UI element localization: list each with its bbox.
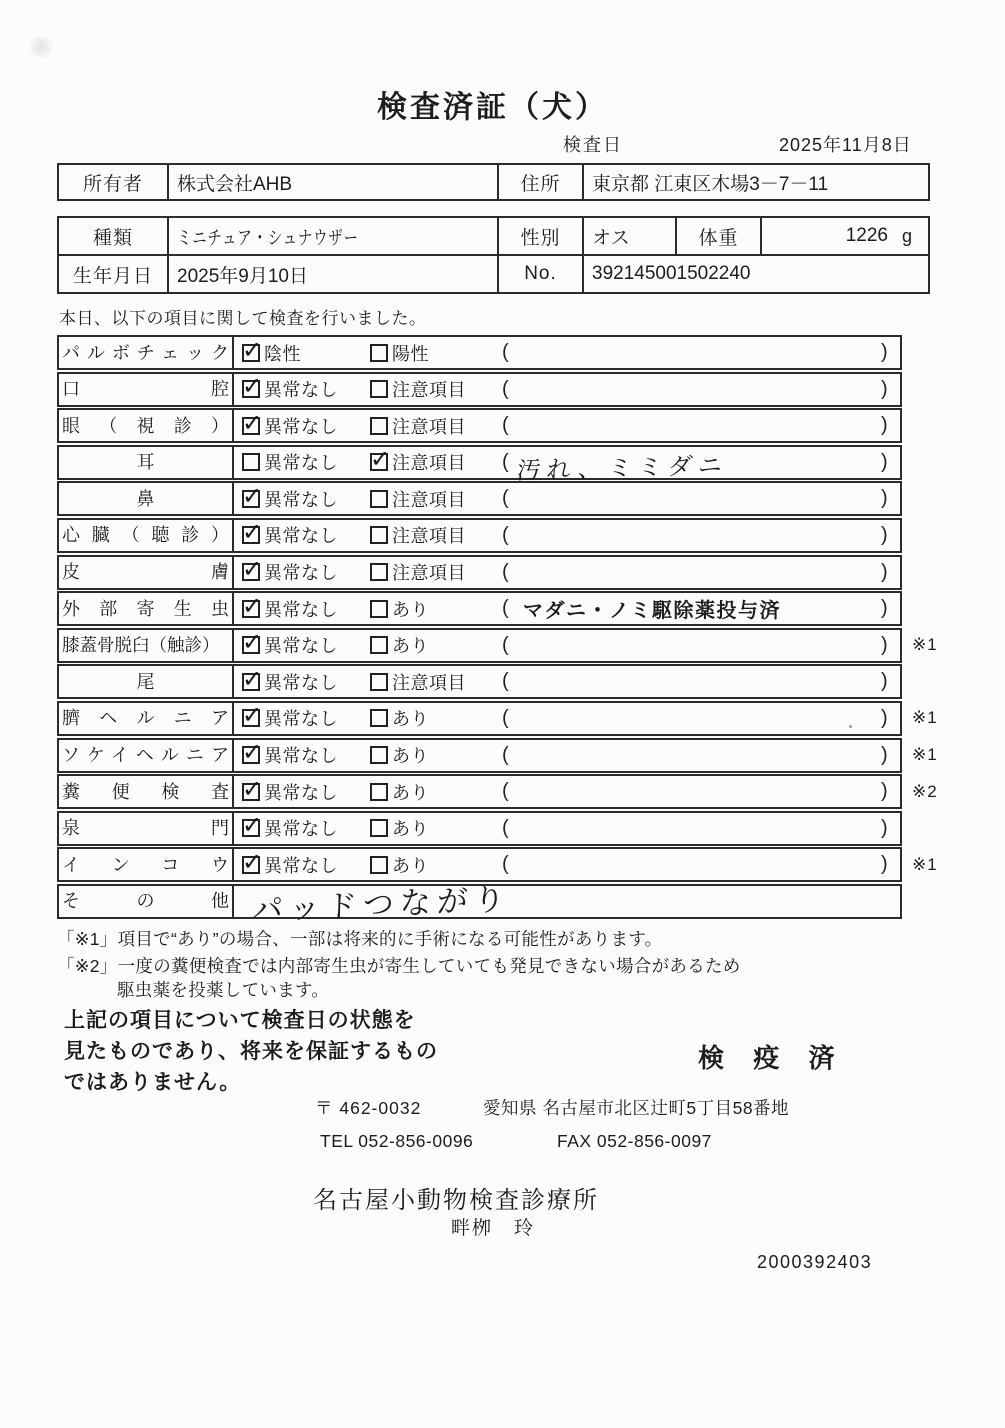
paren-close: ) (881, 597, 888, 620)
veterinarian-name: 畔栁 玲 (451, 1218, 536, 1239)
option2-checkbox-icon (370, 526, 388, 544)
checklist-rows (57, 335, 938, 882)
option1 (242, 374, 338, 405)
clinic-address: 愛知県 名古屋市北区辻町5丁目58番地 (483, 1098, 790, 1118)
option2 (370, 630, 429, 661)
intro-text: 本日、以下の項目に関して検査を行いました。 (59, 309, 427, 328)
option1 (242, 557, 338, 588)
footnote-2-line1: 「※2」一度の糞便検査では内部寄生虫が寄生していても発見できない場合があるため (57, 956, 741, 976)
option1-checkbox-icon (242, 600, 260, 618)
row-label-cell (59, 593, 234, 624)
row-label: パルボチェック (62, 342, 229, 363)
checklist-row (57, 701, 938, 736)
option1 (242, 849, 338, 880)
checklist-row (57, 335, 902, 370)
row-content (236, 849, 938, 880)
option1-label: 異常なし (264, 782, 338, 803)
option1-checkbox-icon (242, 490, 260, 508)
number-value: 392145001502240 (582, 256, 928, 292)
row-label: 膝蓋骨脱臼（触診） (62, 634, 220, 655)
row-content (236, 374, 900, 405)
checklist-row (57, 518, 902, 553)
paren-close: ) (881, 487, 888, 510)
option2 (370, 447, 466, 478)
disclaimer-statement (64, 1005, 438, 1098)
row-label-cell (59, 886, 234, 917)
option2-label: 注意項目 (392, 672, 466, 693)
row-label-cell (59, 666, 234, 697)
option1-checkbox-icon (242, 783, 260, 801)
row-label: 糞便検査 (62, 781, 229, 802)
option2 (370, 520, 466, 551)
row-label-cell (59, 740, 234, 771)
checklist-row (57, 445, 902, 485)
option1 (242, 447, 338, 478)
clinic-name: 名古屋小動物検査診療所 (313, 1187, 599, 1214)
paren-open: ( (502, 670, 509, 693)
option1-checkbox-icon (242, 709, 260, 727)
option2 (370, 593, 429, 624)
option1 (242, 740, 338, 771)
option2-checkbox-icon (370, 746, 388, 764)
option1 (242, 410, 338, 441)
paren-open: ( (502, 853, 509, 876)
row-content (236, 776, 938, 807)
document-code: 2000392403 (757, 1252, 873, 1272)
row-label: 泉門 (62, 818, 229, 839)
row-label: 耳 (136, 452, 155, 473)
option1-label: 異常なし (264, 380, 338, 401)
row-label: その他 (62, 891, 229, 912)
option1-checkbox-icon (242, 636, 260, 654)
paren-close: ) (881, 670, 888, 693)
paren-open: ( (502, 597, 509, 620)
paren-open: ( (502, 743, 509, 766)
option2-label: あり (392, 709, 429, 730)
row-content (236, 813, 900, 844)
row-content (236, 447, 900, 485)
row-ref: ※1 (912, 854, 938, 874)
option2 (370, 483, 466, 514)
paren-open: ( (502, 780, 509, 803)
option1 (242, 520, 338, 551)
option1-label: 異常なし (264, 819, 338, 840)
option2-label: あり (392, 636, 429, 657)
paren-close: ) (881, 780, 888, 803)
birthdate-label: 生年月日 (72, 265, 153, 287)
option2-checkbox-icon (370, 709, 388, 727)
option1-checkbox-icon (242, 819, 260, 837)
paren-open: ( (502, 523, 509, 546)
paren-close: ) (881, 706, 888, 729)
option2-checkbox-icon (370, 380, 388, 398)
paren-open: ( (502, 816, 509, 839)
disclaimer-line-1: 上記の項目について検査日の状態を (64, 1009, 416, 1032)
row-content (236, 483, 900, 514)
disclaimer-line-3: ではありません。 (64, 1071, 242, 1094)
address-label: 住所 (497, 165, 582, 199)
row-label-cell (59, 557, 234, 588)
option1-label: 異常なし (264, 746, 338, 767)
option2-label: あり (392, 819, 429, 840)
checklist-row (57, 555, 902, 590)
checklist (57, 335, 938, 928)
footnote-1: 「※1」項目で“あり”の場合、一部は将来的に手術になる可能性があります。 (57, 929, 663, 949)
row-label: 外部寄生虫 (62, 598, 229, 619)
option2-checkbox-icon (370, 819, 388, 837)
row-label: ソケイヘルニア (62, 745, 229, 766)
checklist-row (57, 774, 938, 809)
row-label-cell (59, 703, 234, 734)
owner-label: 所有者 (82, 173, 143, 195)
checklist-row (57, 372, 902, 407)
row-content (236, 410, 900, 441)
row-label-cell (59, 410, 234, 441)
option2 (370, 666, 466, 697)
row-content (236, 557, 900, 588)
paren-open: ( (502, 706, 509, 729)
option2-label: 注意項目 (392, 380, 466, 401)
option2-label: 注意項目 (392, 526, 466, 547)
breed-value: ミニチュア・シュナウザー (167, 218, 497, 254)
sex-label: 性別 (497, 218, 582, 254)
clinic-fax: FAX 052-856-0097 (557, 1131, 712, 1151)
row-label-cell (59, 447, 234, 478)
birthdate-value: 2025年9月10日 (167, 256, 497, 292)
option2-checkbox-icon (370, 636, 388, 654)
row-label: 口腔 (62, 379, 229, 400)
clinic-postal-code: 〒 462-0032 (315, 1098, 422, 1118)
scan-smudge-artifact (28, 36, 54, 58)
option1-label: 陰性 (264, 343, 301, 364)
inspection-date-value: 2025年11月8日 (779, 135, 912, 155)
option2 (370, 374, 466, 405)
row-label-cell (59, 630, 234, 661)
inspection-date-label: 検査日 (563, 135, 623, 155)
disclaimer-line-2: 見たものであり、将来を保証するもの (64, 1040, 438, 1063)
row-ref: ※1 (912, 635, 938, 655)
number-label: No. (497, 256, 582, 292)
option1 (242, 630, 338, 661)
option1-label: 異常なし (264, 709, 338, 730)
weight-value: 1226 (845, 225, 888, 246)
option2-checkbox-icon (370, 490, 388, 508)
paren-close: ) (881, 450, 888, 473)
paren-open: ( (502, 633, 509, 656)
paren-close: ) (881, 523, 888, 546)
option2 (370, 740, 429, 771)
option2-checkbox-icon (370, 673, 388, 691)
option2-label: 陽性 (392, 343, 429, 364)
paren-close: ) (881, 816, 888, 839)
row-label: 臍ヘルニア (62, 708, 229, 729)
option2 (370, 337, 429, 368)
option1-checkbox-icon (242, 526, 260, 544)
row-label-cell (59, 483, 234, 514)
row-ref: ※2 (912, 781, 938, 801)
paren-close: ) (881, 414, 888, 437)
paren-close: ) (881, 633, 888, 656)
option1-label: 異常なし (264, 672, 338, 693)
paren-open: ( (502, 487, 509, 510)
paren-open: ( (502, 377, 509, 400)
checklist-row (57, 628, 938, 663)
option2-checkbox-icon (370, 344, 388, 362)
page-title: 検査済証（犬） (377, 91, 608, 124)
row-label: インコウ (62, 854, 229, 875)
option1-label: 異常なし (264, 416, 338, 437)
option1-checkbox-icon (242, 563, 260, 581)
option1-checkbox-icon (242, 380, 260, 398)
other-handwritten-value: パッドつながり (251, 881, 512, 928)
weight-value-cell (760, 218, 928, 254)
option1-checkbox-icon (242, 856, 260, 874)
option2-label: あり (392, 746, 429, 767)
weight-label: 体重 (675, 218, 760, 254)
row-content (236, 881, 900, 928)
address-value: 東京都 江東区木場3－7－11 (582, 165, 928, 199)
option1-label: 異常なし (264, 453, 338, 474)
row-label-cell (59, 813, 234, 844)
option1-label: 異常なし (264, 489, 338, 510)
option2 (370, 813, 429, 844)
option2-label: 注意項目 (392, 563, 466, 584)
paren-open: ( (502, 450, 509, 473)
row-label: 皮膚 (62, 562, 229, 583)
paren-text: 汚れ、ミミダニ (515, 451, 730, 485)
paren-open: ( (502, 341, 509, 363)
option2-label: 注意項目 (392, 416, 466, 437)
option2-label: 注意項目 (392, 489, 466, 510)
row-content (236, 337, 900, 368)
paren-close: ) (881, 853, 888, 876)
option1-checkbox-icon (242, 417, 260, 435)
checklist-row (57, 811, 902, 846)
option1 (242, 666, 338, 697)
option2 (370, 849, 429, 880)
option1 (242, 337, 301, 368)
row-label: 眼（視診） (62, 415, 229, 436)
row-content (236, 740, 938, 771)
option2-checkbox-icon (370, 783, 388, 801)
option1 (242, 776, 338, 807)
option2-checkbox-icon (370, 600, 388, 618)
option2-label: 注意項目 (392, 453, 466, 474)
option2-checkbox-icon (370, 856, 388, 874)
option2-label: あり (392, 782, 429, 803)
row-label-cell (59, 337, 234, 368)
paren-close: ) (881, 377, 888, 400)
option2-checkbox-icon (370, 563, 388, 581)
weight-unit: g (901, 225, 912, 246)
quarantine-stamp: 検 疫 済 (698, 1043, 846, 1073)
row-label: 尾 (136, 671, 155, 692)
option2 (370, 776, 429, 807)
paren-open: ( (502, 560, 509, 583)
row-label: 鼻 (136, 488, 155, 509)
checklist-row (57, 408, 902, 443)
checklist-row-other (57, 881, 902, 928)
option1-label: 異常なし (264, 526, 338, 547)
option2-checkbox-icon (370, 453, 388, 471)
owner-value: 株式会社AHB (167, 165, 497, 199)
checklist-row (57, 664, 902, 699)
row-content (236, 703, 938, 734)
row-label-cell (59, 520, 234, 551)
clinic-tel: TEL 052-856-0096 (320, 1131, 474, 1151)
option1 (242, 483, 338, 514)
option1-checkbox-icon (242, 673, 260, 691)
row-label-cell (59, 776, 234, 807)
paren-text: マダニ・ノミ駆除薬投与済 (523, 600, 781, 623)
row-content (236, 630, 938, 661)
breed-label: 種類 (92, 227, 133, 249)
row-label-cell (59, 374, 234, 405)
row-ref: ※1 (912, 708, 938, 728)
checklist-row (57, 738, 938, 773)
owner-table (57, 163, 930, 201)
option1-label: 異常なし (264, 563, 338, 584)
option2 (370, 703, 429, 734)
row-ref: ※1 (912, 745, 938, 765)
footnote-2-line2: 駆虫薬を投薬しています。 (117, 980, 330, 1000)
option1-label: 異常なし (264, 855, 338, 876)
option1 (242, 813, 338, 844)
row-content (236, 520, 900, 551)
option2 (370, 410, 466, 441)
option1 (242, 593, 338, 624)
option2-label: あり (392, 599, 429, 620)
option1-label: 異常なし (264, 636, 338, 657)
paren-close: ) (881, 743, 888, 766)
checklist-row (57, 591, 902, 626)
paren-close: ) (881, 341, 888, 363)
checklist-row (57, 481, 902, 516)
sex-value: オス (582, 218, 675, 254)
option1-checkbox-icon (242, 746, 260, 764)
row-label-cell (59, 849, 234, 880)
row-content (236, 593, 900, 624)
animal-info-table (57, 216, 930, 294)
row-label: 心臓（聴診） (62, 525, 229, 546)
row-content (236, 666, 900, 697)
option1-checkbox-icon (242, 344, 260, 362)
option1 (242, 703, 338, 734)
option2-label: あり (392, 855, 429, 876)
option1-checkbox-icon (242, 453, 260, 471)
option2-checkbox-icon (370, 417, 388, 435)
option1-label: 異常なし (264, 599, 338, 620)
option2 (370, 557, 466, 588)
paren-open: ( (502, 414, 509, 437)
paren-close: ) (881, 560, 888, 583)
